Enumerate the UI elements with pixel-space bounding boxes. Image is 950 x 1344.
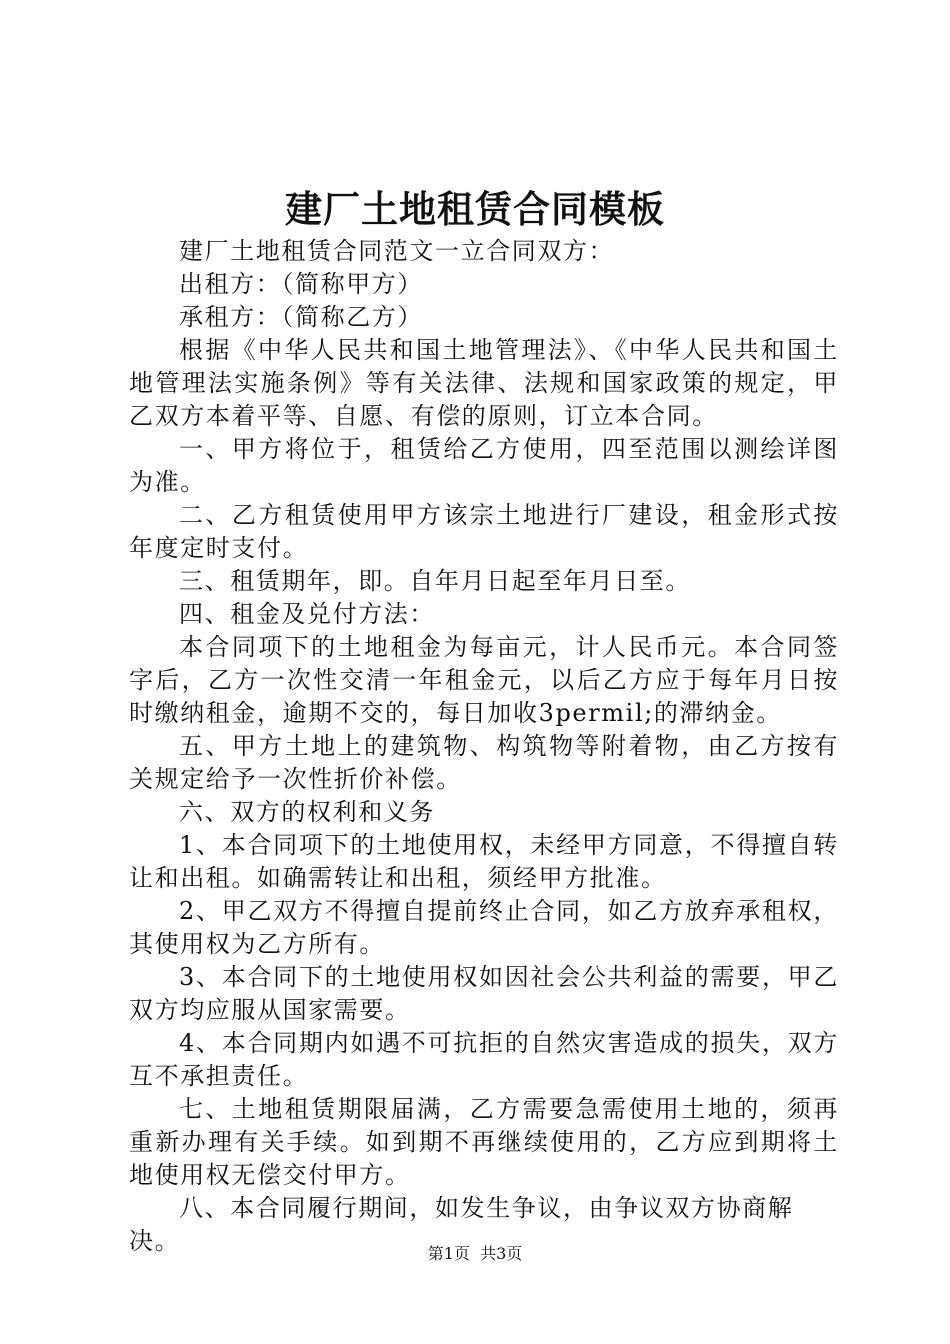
- paragraph-lessor: 出租方：（简称甲方）: [179, 270, 423, 298]
- paragraph-item-2: 2、甲乙双方不得擅自提前终止合同，如乙方放弃承租权，其使用权为乙方所有。: [129, 897, 839, 958]
- paragraph-clause-1: 一、甲方将位于，租赁给乙方使用，四至范围以测绘详图为准。: [129, 435, 839, 496]
- page-number: 第1页 共3页: [427, 1244, 523, 1263]
- paragraph-clause-6: 六、双方的权利和义务: [179, 798, 435, 826]
- paragraph-item-1: 1、本合同项下的土地使用权，未经甲方同意，不得擅自转让和出租。如确需转让和出租，须经甲方批准。: [129, 831, 839, 892]
- paragraph-clause-5: 五、甲方土地上的建筑物、构筑物等附着物，由乙方按有关规定给予一次性折价补偿。: [129, 732, 839, 793]
- paragraph-clause-7: 七、土地租赁期限届满，乙方需要急需使用土地的，须再重新办理有关手续。如到期不再继续使用的，乙方应到期将土地使用权无偿交付甲方。: [129, 1095, 839, 1189]
- document-title: 建厂土地租赁合同模板: [285, 187, 665, 231]
- paragraph-clause-4: 四、租金及兑付方法：: [179, 600, 435, 628]
- paragraph-intro: 建厂土地租赁合同范文一立合同双方：: [179, 237, 615, 265]
- paragraph-clause-2: 二、乙方租赁使用甲方该宗土地进行厂建设，租金形式按年度定时支付。: [129, 501, 839, 562]
- paragraph-clause-8: 八、本合同履行期间，如发生争议，由争议双方协商解决。: [129, 1194, 794, 1255]
- paragraph-legal-basis: 根据《中华人民共和国土地管理法》、《中华人民共和国土地管理法实施条例》等有关法律、法规和国家政策的规定，甲乙双方本着平等、自愿、有偿的原则，订立本合同。: [129, 336, 839, 430]
- paragraph-item-4: 4、本合同期内如遇不可抗拒的自然灾害造成的损失，双方互不承担责任。: [129, 1029, 839, 1090]
- paragraph-lessee: 承租方：（简称乙方）: [179, 303, 423, 331]
- paragraph-rent-terms: 本合同项下的土地租金为每亩元，计人民币元。本合同签字后，乙方一次性交清一年租金元，以后乙方应于每年月日按时缴纳租金，逾期不交的，每日加收3permil;的滞纳金。: [129, 633, 839, 727]
- paragraph-clause-3: 三、租赁期年，即。自年月日起至年月日至。: [179, 567, 691, 595]
- paragraph-item-3: 3、本合同下的土地使用权如因社会公共利益的需要，甲乙双方均应服从国家需要。: [129, 963, 839, 1024]
- document-body: [129, 235, 839, 1258]
